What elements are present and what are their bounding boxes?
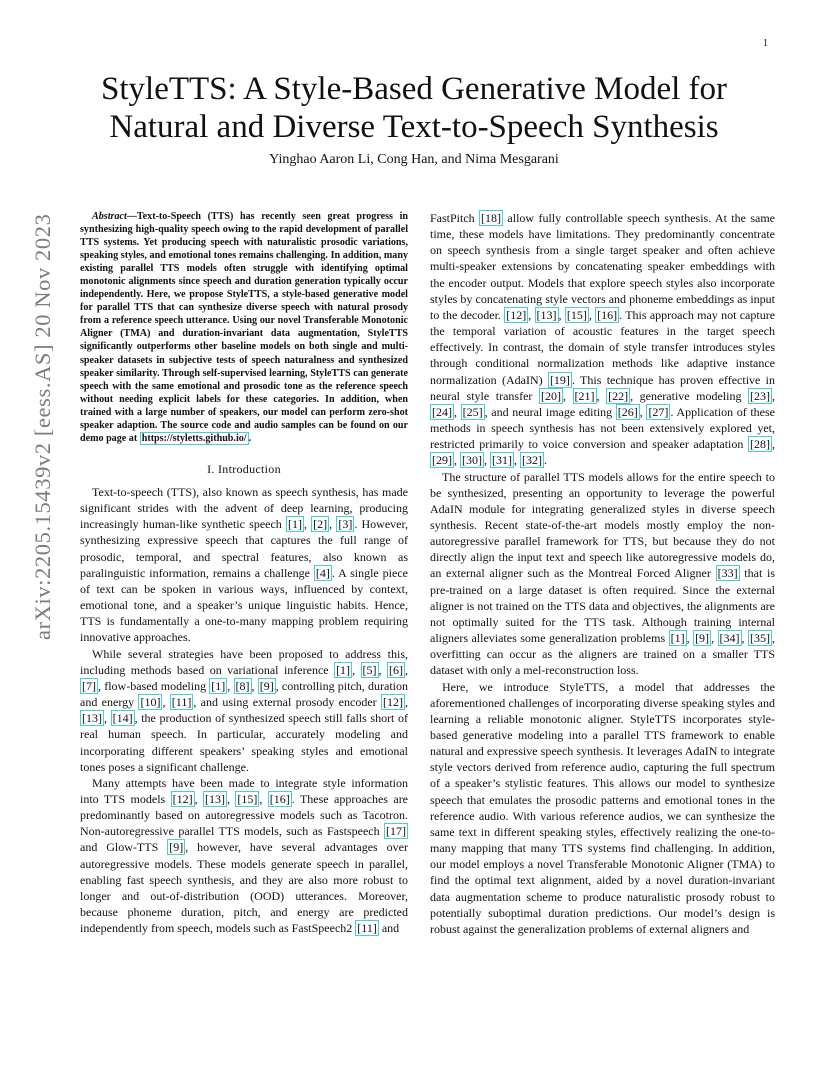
citation-link[interactable]: [27] — [648, 404, 669, 419]
citation-link[interactable]: [13] — [536, 307, 557, 322]
paragraph-text: and Glow-TTS — [80, 840, 168, 855]
paragraph-text: and — [378, 921, 400, 936]
citation-link[interactable]: [18] — [481, 211, 502, 225]
paragraph-text: , the production of synthesized speech still falls short of real human speech. In particular, accurately modeling and incorporating different speakers’ speaking styles and emotional tones poses a significant challenge. — [80, 711, 408, 774]
paragraph-text: , — [588, 307, 596, 322]
paragraph-text: , — [639, 404, 647, 419]
paragraph-text: , — [528, 307, 535, 322]
citation-link[interactable]: [21] — [574, 388, 595, 403]
paragraph-text: , — [378, 662, 387, 677]
demo-page-link[interactable]: https://styletts.github.io/ — [141, 432, 247, 444]
paragraph-text: , — [686, 631, 694, 646]
paragraph — [80, 484, 408, 646]
paragraph-text: that is pre-trained on a large dataset is often required. Since the external aligner is not trained on the TTS data and objectives, the alignments are not optimally suited for the TTS task. Although training internal aligners alleviates some generalization problems — [430, 566, 776, 646]
paragraph-text: , — [772, 388, 776, 403]
paragraph-text: FastPitch — [430, 211, 480, 225]
paragraph-text: , however, have several advantages over autoregressive models. These models generate speech in parallel, enabling fast speech synthesis, and they are also more robust to longer and out-of-distribution (OOD) utterances. Moreover, because phoneme duration, pitch, and energy are predicted independently from speech, models such as FastSpeech2 — [80, 840, 408, 936]
citation-link[interactable]: [30] — [462, 453, 482, 468]
paragraph-text: The structure of parallel TTS models allows for the entire speech to be synthesized, presenting an opportunity to leverage the powerful AdaIN module for integrating generalized styles in diverse speech synthesis. Recent state-of-the-art models mostly employ the non-autoregressive parallel framework for TTS, but because they do not directly align the input text and speech like autoregressive models do, an external aligner such as the Montreal Forced Aligner — [430, 469, 775, 581]
paper-title: StyleTTS: A Style-Based Generative Model for Natural and Diverse Text-to-Speech Synthesis — [101, 71, 727, 145]
paragraph-text: . These approaches are predominantly based on autoregressive models such as Tacotron. Non-autoregressive parallel TTS models, such as Fastspeech — [80, 791, 409, 839]
paragraph-text: , — [194, 791, 204, 806]
citation-link[interactable]: [8] — [235, 678, 250, 693]
paragraph-text: While several strategies have been proposed to address this, including methods based on variational inference — [80, 646, 408, 677]
paragraph-text: allow fully controllable speech synthesis. At the same time, these models have limitations. They predominantly concentrate on speech synthesis from a single target speaker and often achieve multi-speaker extensions by concatenating speaker embeddings with the encoder output. Models that explore speech styles also incorporate styles by concatenating style vectors and phoneme embeddings as input to the decoder. — [430, 211, 775, 322]
citation-link[interactable]: [23] — [750, 388, 771, 403]
paragraph-text: , — [405, 662, 408, 677]
citation-link[interactable]: [35] — [750, 631, 770, 646]
paragraph — [430, 210, 775, 469]
paragraph-text: , — [162, 695, 170, 710]
paragraph-text: , — [454, 453, 460, 468]
citation-link[interactable]: [1] — [287, 517, 302, 532]
citation-link[interactable]: [25] — [462, 404, 483, 419]
section-heading-introduction: I. Introduction — [207, 461, 281, 476]
citation-link[interactable]: [6] — [389, 662, 403, 677]
paragraph-text: . However, synthesizing expressive speech that captures the full range of prosodic, temporal, and spectral features, also known as paralinguistic information, remains a challenge — [80, 517, 409, 580]
left-column — [80, 210, 408, 936]
paragraph-text: , overfitting can occur as the aligners are trained on a smaller TTS dataset with only a mel-reconstruction loss. — [430, 631, 775, 678]
citation-link[interactable]: [12] — [383, 695, 403, 710]
citation-link[interactable]: [22] — [608, 388, 629, 403]
paragraph-text: Text-to-speech (TTS), also known as speech synthesis, has made significant strides with the advent of deep learning, producing increasingly human-like synthetic speech — [80, 485, 408, 532]
paragraph-text: , — [259, 791, 268, 806]
paragraph-text: , — [303, 517, 312, 532]
citation-link[interactable]: [20] — [540, 388, 561, 403]
paragraph-text: , controlling pitch, duration and energy — [80, 678, 408, 710]
citation-link[interactable]: [1] — [211, 678, 226, 693]
citation-link[interactable]: [24] — [432, 404, 452, 419]
paragraph-text: , — [741, 631, 748, 646]
paragraph-text: Here, we introduce StyleTTS, a model that addresses the aforementioned challenges of incorporating diverse speaking styles and learning a reliable monotonic aligner. StyleTTS incorporates style-based generative modeling into a parallel TTS framework to enable natural and expressive speech synthesis. It leverages AdaIN to integrate style vectors derived from reference audio, capturing the full spectrum of a speaker’s stylistic features. This allows our model to synthesize speech that emulates the prosodic patterns and emotional tones in the reference audio. With various reference audios, we can synthesize the same text in different speaking styles, effectively realizing the one-to-many mapping that many TTS systems find challenging. In addition, our model employs a novel Transferable Monotonic Aligner (TMA) to find the optimal text alignment, aided by a novel duration-invariant data augmentation scheme to produce naturalistic prosody robust to potentially suboptimal duration predictions. Our model’s design is robust against the generalization problems of external aligners and — [430, 679, 775, 936]
citation-link[interactable]: [15] — [237, 791, 258, 806]
citation-link[interactable]: [13] — [82, 711, 102, 726]
citation-link[interactable]: [10] — [140, 695, 161, 710]
paragraph-text: , — [454, 404, 461, 419]
paragraph-text: . — [544, 453, 547, 468]
citation-link[interactable]: [33] — [717, 566, 738, 581]
citation-link[interactable]: [11] — [357, 921, 377, 936]
abstract-text: —Text-to-Speech (TTS) has recently seen great progress in synthesizing high-quality speech owing to the rapid development of parallel TTS systems. Yet producing speech with naturalistic prosodic variations, speaking styles, and emotional tones remains challenging. In addition, many existing parallel TTS models often struggle with identifying optimal monotonic alignments since speech and duration generation typically occur independently. Here, we propose StyleTTS, a style-based generative model for parallel TTS that can synthesize diverse speech with natural prosody from a reference speech utterance. Using our novel Transferable Monotonic Aligner (TMA) and duration-invariant data augmentation, StyleTTS significantly outperforms other baseline models on both single and multi-speaker datasets in subjective tests of speech naturalness and synthesized speaker similarity. Through self-supervised learning, StyleTTS can generate speech with the same emotional and prosodic tone as the reference speech without needing explicit labels for these categories. In addition, when trained with a large number of speakers, our model can perform zero-shot speaker adaption. The source code and audio samples can be found on our demo page at — [80, 211, 408, 444]
citation-link[interactable]: [7] — [82, 678, 96, 693]
paragraph-text: , — [558, 307, 565, 322]
paragraph-text: , — [329, 517, 337, 532]
paragraph-text: . This technique has proven effective in neural style transfer — [430, 372, 775, 403]
paragraph — [80, 775, 408, 937]
citation-link[interactable]: [1] — [670, 631, 685, 646]
citation-link[interactable]: [11] — [171, 695, 192, 710]
citation-link[interactable]: [17] — [386, 824, 406, 839]
citation-link[interactable]: [4] — [315, 565, 330, 580]
abstract-label: Abstract — [92, 211, 127, 222]
paragraph-text: Many attempts have been made to integrate style information into TTS models — [80, 775, 408, 806]
page-number: 1 — [763, 38, 768, 49]
arxiv-identifier[interactable]: arXiv:2205.15439v2 [eess.AS] 20 Nov 2023 — [30, 213, 55, 640]
citation-link[interactable]: [12] — [172, 791, 193, 806]
paragraph-text: , and using external prosody encoder — [193, 695, 381, 710]
paragraph-text: , — [514, 453, 520, 468]
right-column — [430, 210, 775, 937]
citation-link[interactable]: [14] — [112, 711, 133, 726]
paragraph-text: , — [562, 388, 573, 403]
abstract — [80, 210, 408, 445]
paragraph-text: , — [772, 437, 775, 452]
citation-link[interactable]: [16] — [597, 307, 618, 322]
paragraph-text: , generative modeling — [630, 388, 749, 403]
paragraph-text: , flow-based modeling — [98, 678, 210, 693]
paragraph — [430, 679, 775, 938]
citation-link[interactable]: [28] — [750, 437, 770, 452]
paragraph-text: , — [711, 631, 718, 646]
paragraph — [430, 469, 775, 679]
paragraph-text: . A single piece of text can be spoken in various ways, influenced by context, emotional tone, and a speaker’s unique linguistic habits. Hence, TTS is fundamentally a one-to-many mapping problem requiring innovative approaches. — [80, 565, 408, 645]
citation-link[interactable]: [13] — [205, 791, 226, 806]
right-paragraphs — [430, 210, 775, 937]
paragraph-text: , — [405, 695, 408, 710]
paragraph-text: , — [251, 678, 258, 693]
paragraph-text: , and neural image editing — [484, 404, 616, 419]
citation-link[interactable]: [9] — [259, 678, 274, 693]
citation-link[interactable]: [26] — [617, 404, 638, 419]
paragraph-text: , — [227, 791, 236, 806]
paragraph — [80, 646, 408, 775]
citation-link[interactable]: [3] — [338, 517, 353, 532]
paragraph-text: , — [484, 453, 490, 468]
paragraph-text: . Application of these methods in speech synthesis has not been extensively explored yet, restricted primarily to voice conversion and speaker adaptation — [430, 404, 775, 452]
citation-link[interactable]: [9] — [695, 631, 710, 646]
citation-link[interactable]: [1] — [336, 662, 351, 677]
citation-link[interactable]: [2] — [313, 517, 328, 532]
paragraph-text: , — [596, 388, 607, 403]
citation-link[interactable]: [9] — [169, 840, 184, 855]
citation-link[interactable]: [32] — [522, 453, 542, 468]
paragraph-text: , — [352, 662, 361, 677]
citation-link[interactable]: [34] — [719, 631, 740, 646]
citation-link[interactable]: [29] — [432, 453, 452, 468]
paragraph-text: , — [227, 678, 234, 693]
citation-link[interactable]: [5] — [362, 662, 377, 677]
abstract-end: . — [248, 432, 252, 444]
citation-link[interactable]: [19] — [549, 372, 570, 387]
citation-link[interactable]: [31] — [492, 453, 512, 468]
paper-authors: Yinghao Aaron Li, Cong Han, and Nima Mesgarani — [269, 152, 559, 167]
citation-link[interactable]: [15] — [566, 307, 587, 322]
paragraph-text: , — [104, 711, 111, 726]
left-paragraphs — [80, 484, 408, 936]
citation-link[interactable]: [16] — [269, 791, 290, 806]
citation-link[interactable]: [12] — [506, 307, 527, 322]
paragraph-text: . This approach may not capture the temporal variation of acoustic features in the target speech effectively. In contrast, the domain of style transfer introduces styles through conditional normalization methods like adaptive instance normalization (AdaIN) — [430, 307, 776, 387]
